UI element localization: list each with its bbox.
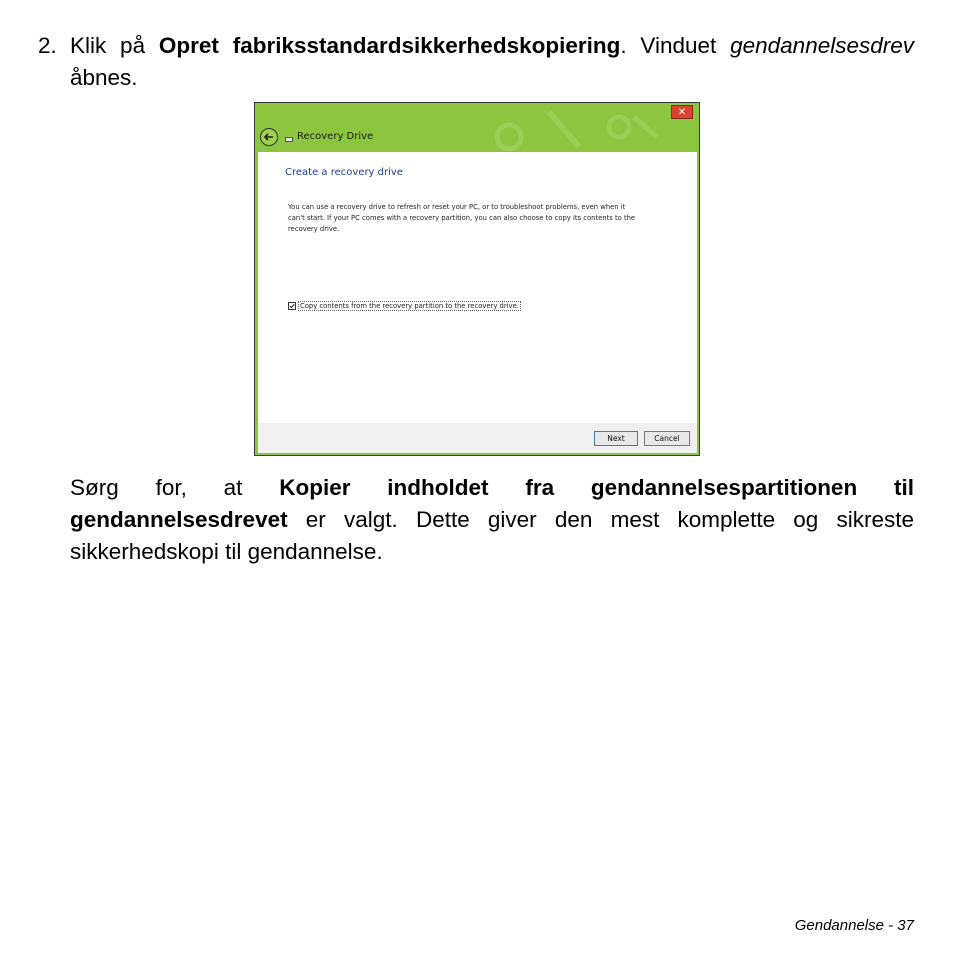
step-2 [38,30,914,94]
dialog-description: You can use a recovery drive to refresh or reset your PC, or to troubleshoot problems, even when it can't start. If your PC comes with a recovery partition, you can also choose to copy its contents to the recovery drive. [288,203,636,233]
back-arrow-icon [263,131,275,143]
step-text-part2: . Vinduet [620,33,731,58]
cancel-button[interactable]: Cancel [644,431,690,446]
copy-partition-label[interactable]: Copy contents from the recovery partition to the recovery drive. [300,302,519,310]
dialog-heading: Create a recovery drive [285,167,403,178]
usb-drive-icon [285,137,293,142]
decorative-background-icon [489,107,659,151]
copy-partition-checkbox[interactable] [288,302,296,310]
window-title: Recovery Drive [297,131,374,142]
next-button[interactable]: Next [594,431,638,446]
paragraph-part1: Sørg for, at [70,475,280,500]
step-number: 2. [38,33,57,58]
step-text-part1: Klik på [70,33,159,58]
back-button[interactable] [260,128,278,146]
paragraph-bold-term: Kopier indholdet fra gendannelsespartitionen til gendannelsesdrevet [70,475,914,532]
paragraph-part2: er valgt. Dette giver den mest komplette og sikreste sikkerhedskopi til gendannelse. [70,507,914,564]
explanation-paragraph [70,472,914,568]
step-text-part3: åbnes. [70,65,138,90]
dialog-footer [258,423,697,453]
step-text [70,30,914,94]
checkmark-icon [289,303,295,309]
page-footer: Gendannelse - 37 [794,917,914,934]
close-button[interactable]: ✕ [671,105,693,119]
copy-partition-option[interactable] [288,301,521,311]
recovery-drive-screenshot [254,102,700,456]
step-italic-term: gendannelsesdrev [730,33,914,58]
step-bold-term: Opret fabriksstandardsikkerhedskopiering [158,33,621,58]
dialog-content [258,152,697,423]
